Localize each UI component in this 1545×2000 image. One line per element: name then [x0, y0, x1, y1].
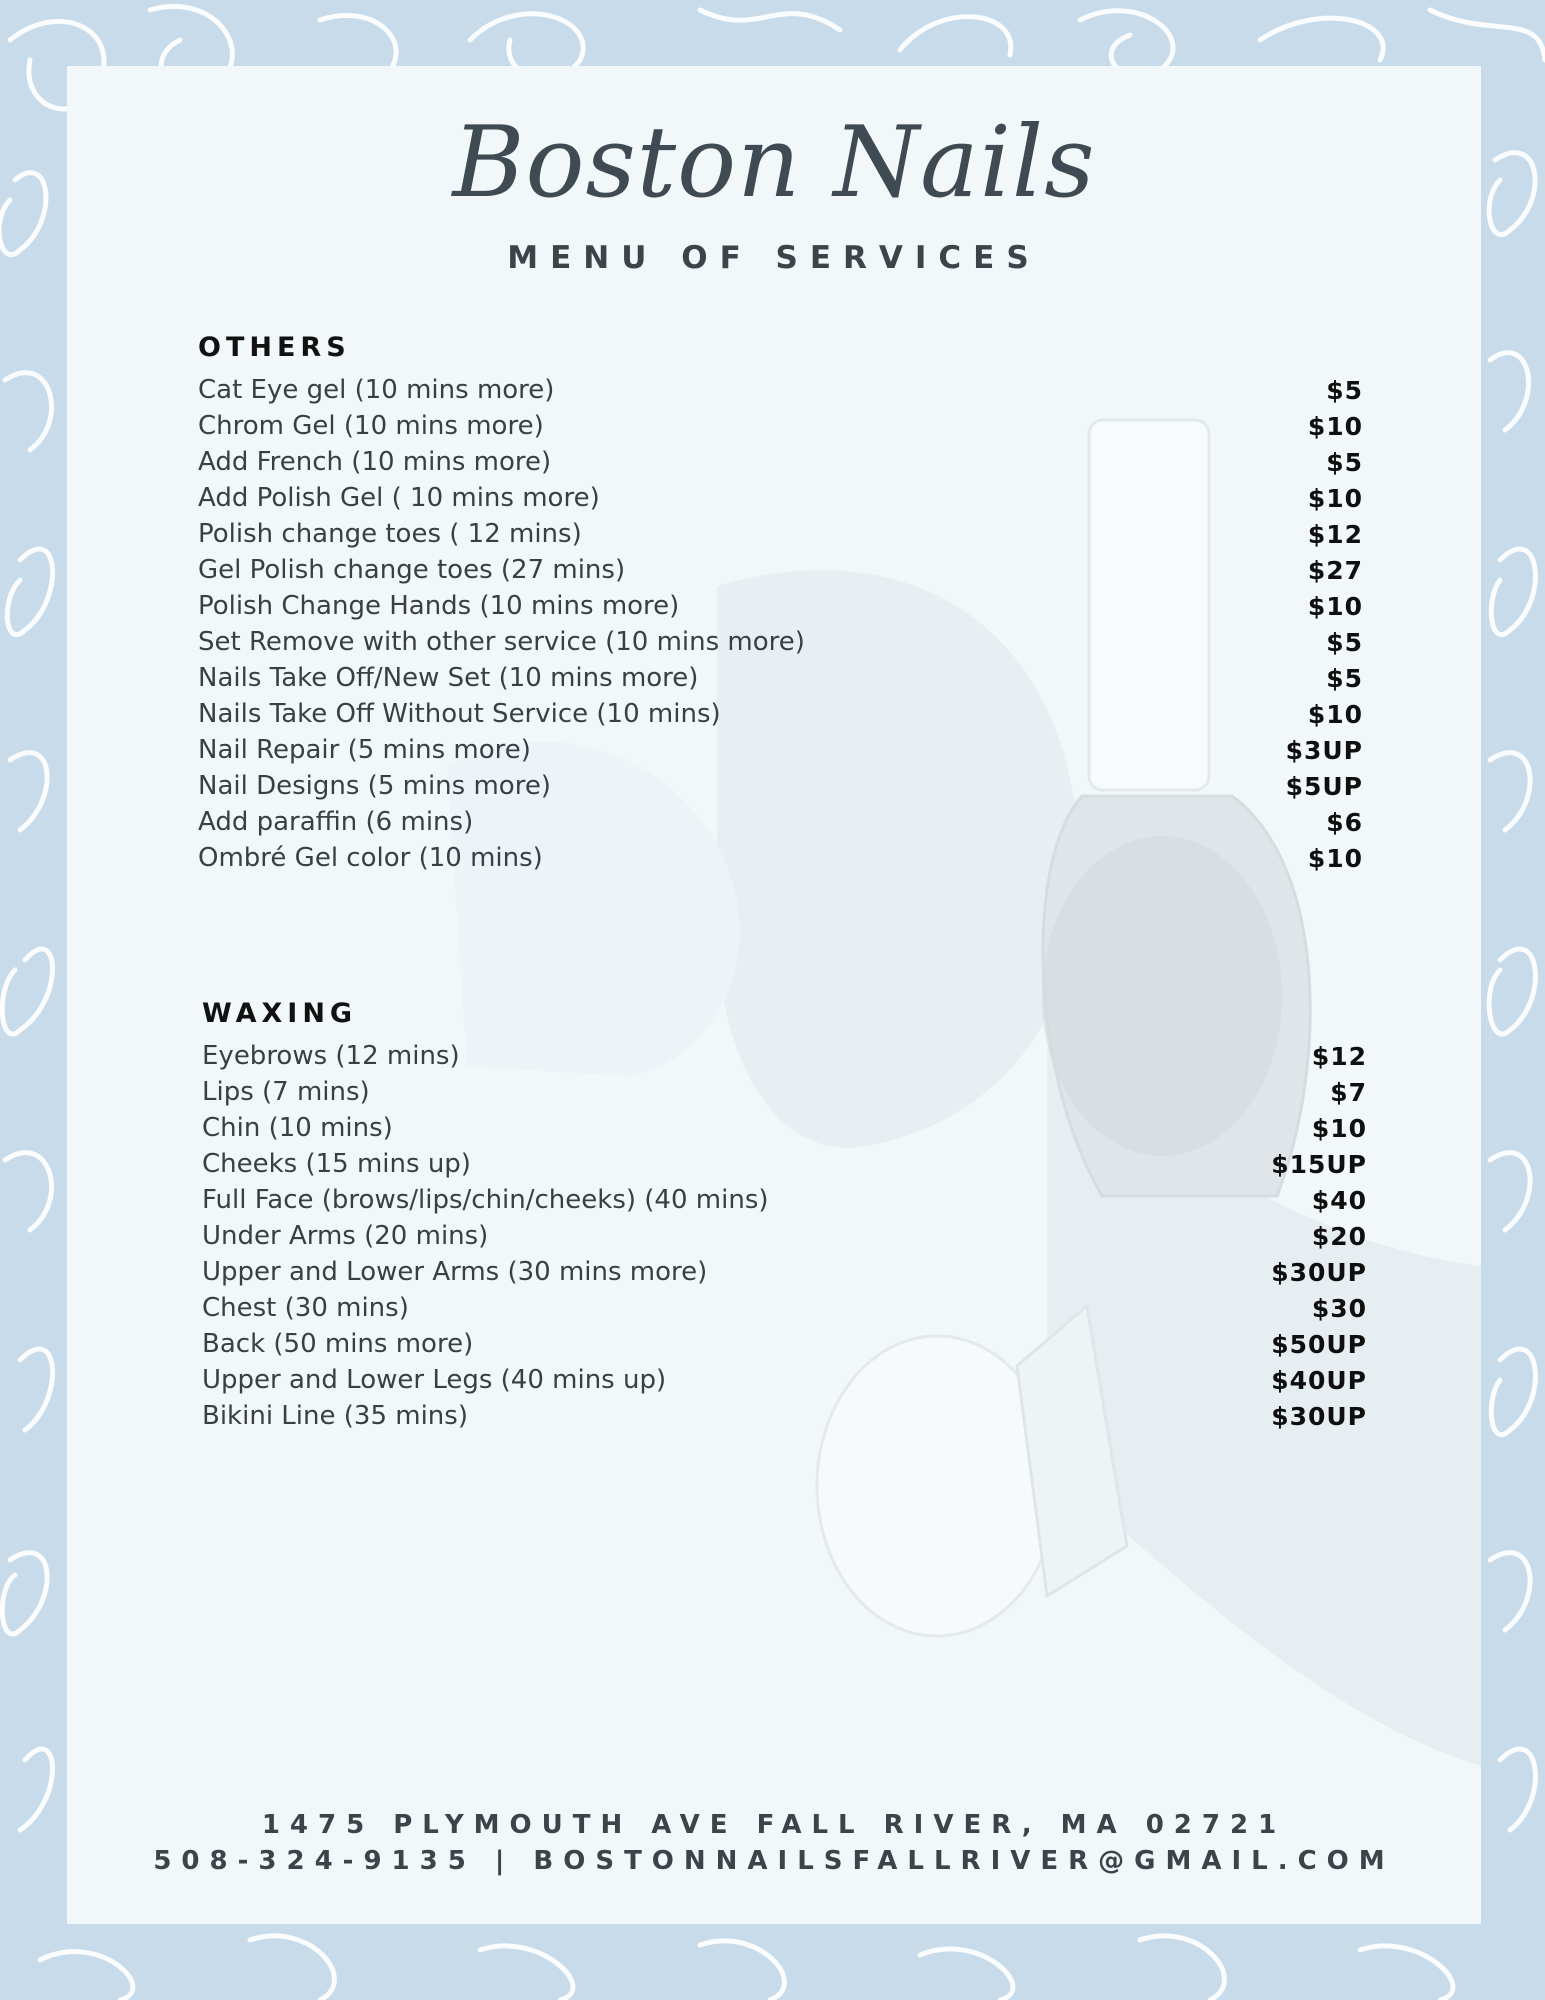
menu-card — [67, 66, 1481, 1924]
section-heading: WAXING — [202, 998, 358, 1029]
service-name: Upper and Lower Arms (30 mins more) — [202, 1257, 708, 1287]
list-item — [202, 1146, 1367, 1182]
list-item — [198, 516, 1363, 552]
service-name: Polish Change Hands (10 mins more) — [198, 591, 680, 621]
list-item — [202, 1398, 1367, 1434]
list-item — [198, 444, 1363, 480]
service-name: Set Remove with other service (10 mins more) — [198, 627, 805, 657]
service-name: Polish change toes ( 12 mins) — [198, 519, 582, 549]
list-item — [202, 1110, 1367, 1146]
service-name: Add French (10 mins more) — [198, 447, 552, 477]
service-name: Nail Designs (5 mins more) — [198, 771, 551, 801]
list-item — [202, 1038, 1367, 1074]
list-item — [198, 588, 1363, 624]
service-price: $7 — [1330, 1077, 1367, 1107]
list-item — [198, 804, 1363, 840]
service-price: $40 — [1311, 1185, 1367, 1215]
service-name: Bikini Line (35 mins) — [202, 1401, 468, 1431]
service-price: $6 — [1326, 807, 1363, 837]
list-item — [202, 1290, 1367, 1326]
service-price: $10 — [1307, 843, 1363, 873]
section-heading: OTHERS — [198, 332, 351, 363]
service-name: Cat Eye gel (10 mins more) — [198, 375, 555, 405]
service-price: $5 — [1326, 627, 1363, 657]
list-item — [202, 1326, 1367, 1362]
service-price: $15UP — [1271, 1149, 1367, 1179]
service-name: Chest (30 mins) — [202, 1293, 409, 1323]
list-item — [198, 768, 1363, 804]
service-price: $10 — [1307, 699, 1363, 729]
list-item — [198, 732, 1363, 768]
service-name: Under Arms (20 mins) — [202, 1221, 489, 1251]
service-price: $27 — [1307, 555, 1363, 585]
service-name: Full Face (brows/lips/chin/cheeks) (40 mins) — [202, 1185, 769, 1215]
service-price: $30UP — [1271, 1401, 1367, 1431]
service-price: $5 — [1326, 447, 1363, 477]
service-price: $3UP — [1285, 735, 1363, 765]
service-price: $5 — [1326, 375, 1363, 405]
list-item — [202, 1074, 1367, 1110]
list-item — [198, 372, 1363, 408]
service-name: Chrom Gel (10 mins more) — [198, 411, 544, 441]
service-price: $10 — [1307, 411, 1363, 441]
service-name: Add Polish Gel ( 10 mins more) — [198, 483, 600, 513]
list-item — [202, 1362, 1367, 1398]
list-item — [198, 696, 1363, 732]
list-item — [198, 552, 1363, 588]
service-name: Cheeks (15 mins up) — [202, 1149, 471, 1179]
service-name: Back (50 mins more) — [202, 1329, 474, 1359]
service-name: Add paraffin (6 mins) — [198, 807, 474, 837]
list-item — [198, 840, 1363, 876]
service-price: $30UP — [1271, 1257, 1367, 1287]
section-waxing — [202, 990, 1367, 1434]
list-item — [202, 1218, 1367, 1254]
service-name: Chin (10 mins) — [202, 1113, 393, 1143]
page-title: Boston Nails — [452, 106, 1096, 220]
list-item — [202, 1254, 1367, 1290]
list-item — [202, 1182, 1367, 1218]
service-name: Nails Take Off Without Service (10 mins) — [198, 699, 721, 729]
service-price: $10 — [1311, 1113, 1367, 1143]
list-item — [198, 408, 1363, 444]
service-name: Gel Polish change toes (27 mins) — [198, 555, 626, 585]
footer-address: 1475 PLYMOUTH AVE FALL RIVER, MA 02721 — [261, 1810, 1287, 1840]
service-name: Upper and Lower Legs (40 mins up) — [202, 1365, 667, 1395]
list-item — [198, 624, 1363, 660]
section-others — [198, 324, 1363, 876]
list-item — [198, 480, 1363, 516]
service-price: $40UP — [1271, 1365, 1367, 1395]
service-price: $12 — [1311, 1041, 1367, 1071]
service-price: $5 — [1326, 663, 1363, 693]
page-subtitle: MENU OF SERVICES — [507, 240, 1041, 276]
list-item — [198, 660, 1363, 696]
service-price: $30 — [1311, 1293, 1367, 1323]
footer-contact: 508-324-9135 | BOSTONNAILSFALLRIVER@GMAIL.COM — [153, 1846, 1395, 1876]
service-price: $5UP — [1285, 771, 1363, 801]
service-name: Lips (7 mins) — [202, 1077, 370, 1107]
service-name: Eyebrows (12 mins) — [202, 1041, 460, 1071]
service-price: $20 — [1311, 1221, 1367, 1251]
service-price: $10 — [1307, 591, 1363, 621]
service-name: Nail Repair (5 mins more) — [198, 735, 531, 765]
service-name: Nails Take Off/New Set (10 mins more) — [198, 663, 699, 693]
service-price: $10 — [1307, 483, 1363, 513]
service-price: $50UP — [1271, 1329, 1367, 1359]
service-name: Ombré Gel color (10 mins) — [198, 843, 543, 873]
service-price: $12 — [1307, 519, 1363, 549]
